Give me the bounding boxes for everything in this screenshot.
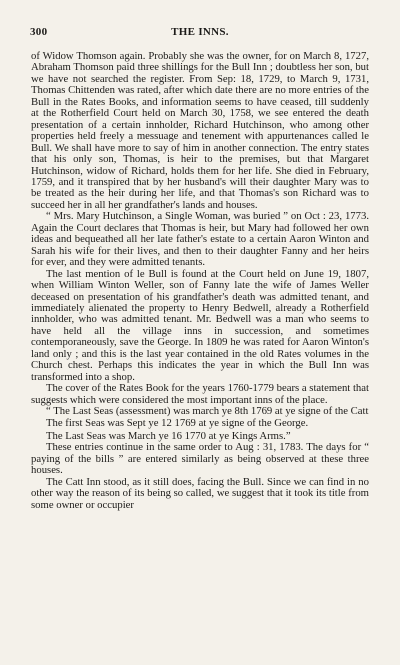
paragraph: The last mention of le Bull is found at the Court held on June 19, 1807, when William Winton Weller, son of Fanny late the wife of James Weller deceased on presentation of his grandfather's death was admitted tenant, and immediately alienated the property to Henry Bedwell, already a Rotherfield innholder, who was admitted tenant. Mr. Bedwell was a man who seems to have held all the village inns in succession, and sometimes contemporaneously, save the George. In 1809 he was rated for Aaron Winton's land only ; and this is the last year contained in the old Rates volumes in the Church chest. Perhaps this indicates the year in which the Bull Inn was transformed into a shop. bbox=[31, 267, 369, 383]
quote-line: The Last Seas was March ye 16 1770 at ye Kings Arms.” bbox=[46, 429, 291, 442]
page-number: 300 bbox=[30, 26, 48, 38]
paragraph: of Widow Thomson again. Probably she was the owner, for on March 8, 1727, Abraham Thomson paid three shillings for the Bull Inn ; doubtless her son, but we have not searched the register. From Sep: 18, 1729, to March 9, 1731, Thomas Chittenden was rated, after which date there are no more entries of the Bull in the Rates Books, and information seems to have ceased, till suddenly at the Rotherfield Court held on March 30, 1758, we see entered the death presentation of a certain innholder, Richard Hutchinson, who among other properties held freely a messuage and tenement with appurtenances called le Bull. We shall have more to say of him in another connection. The entry states that his only son, Thomas, is heir to the premises, but that Margaret Hutchinson, widow of Richard, holds them for her life. She died in February, 1759, and it transpired that by her husband's will their daughter Mary was to be treated as the heir during her life, and that Thomas's son Richard was to succeed her in all her grandfather's lands and houses. bbox=[31, 50, 369, 211]
paragraph: These entries continue in the same order to Aug : 31, 1783. The days for “ paying of the bills ” are entered similarly as being observed at these three houses. bbox=[31, 441, 369, 477]
quote-line: “ The Last Seas (assessment) was march ye 8th 1769 at ye signe of the Catt bbox=[46, 405, 369, 418]
body-text bbox=[31, 51, 369, 511]
paragraph: The Catt Inn stood, as it still does, facing the Bull. Since we can find in no other way the reason of its being so called, we suggest that it took its title from some owner or occupier bbox=[31, 475, 369, 511]
paragraph: The cover of the Rates Book for the years 1760-1779 bears a statement that suggests which were considered the most important inns of the place. bbox=[31, 382, 369, 406]
running-title: THE INNS. bbox=[171, 26, 229, 38]
page-header bbox=[30, 26, 370, 40]
paragraph: “ Mrs. Mary Hutchinson, a Single Woman, was buried ” on Oct : 23, 1773. Again the Court declares that Thomas is heir, but Mary had followed her own ideas and bequeathed all her late father's estate to a certain Aaron Winton and Sarah his wife for their lives, and then to their daughter Fanny and her heirs for ever, and they were admitted tenants. bbox=[31, 210, 369, 269]
quote-line: The first Seas was Sept ye 12 1769 at ye signe of the George. bbox=[46, 416, 309, 429]
